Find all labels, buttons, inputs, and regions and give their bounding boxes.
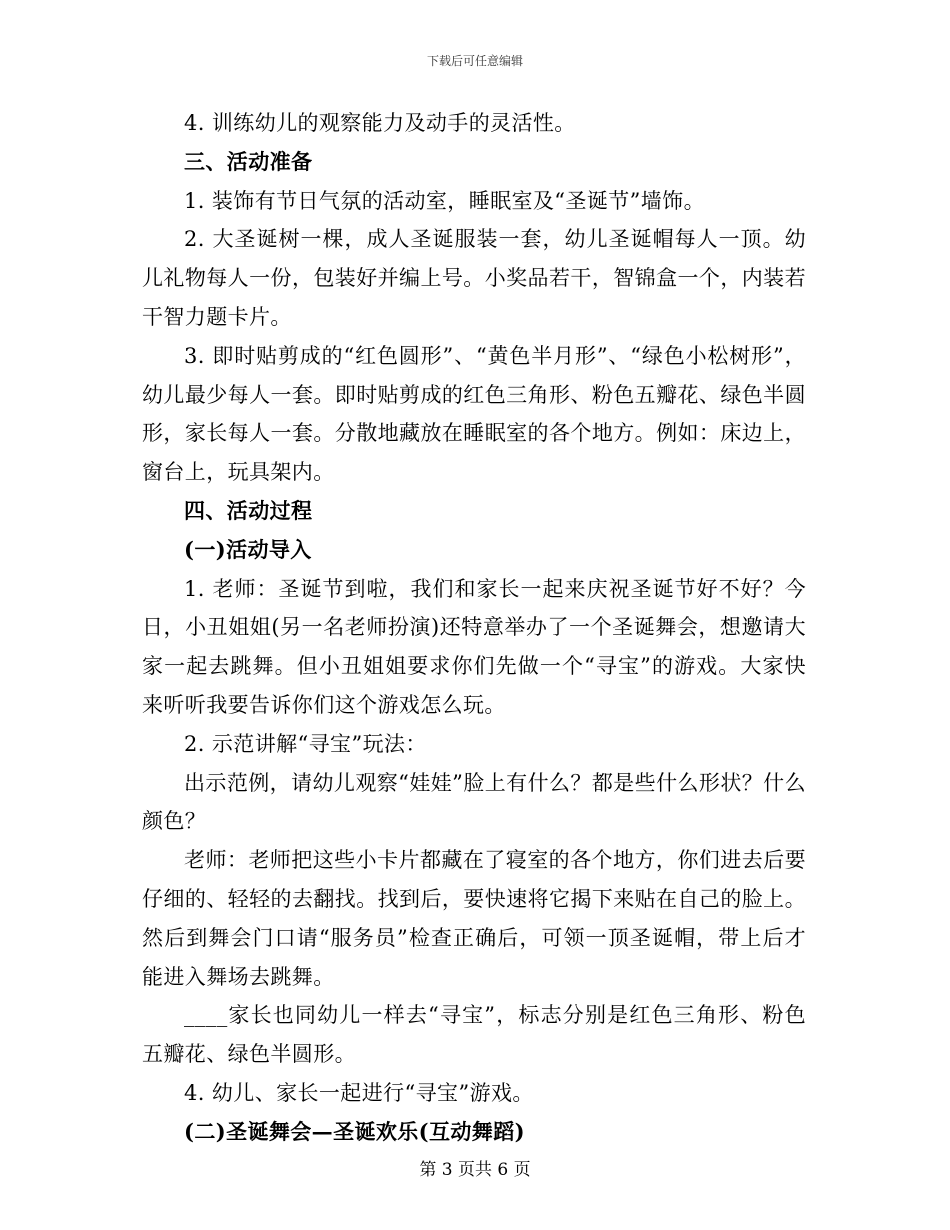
paragraph-example: 出示范例，请幼儿观察“娃娃”脸上有什么？都是些什么形状？什么颜色？ [142, 770, 806, 834]
paragraph-prep-1: 1. 装饰有节日气氛的活动室，睡眠室及“圣诞节”墙饰。 [184, 188, 705, 213]
paragraph-prep-2: 2. 大圣诞树一棵，成人圣诞服装一套，幼儿圣诞帽每人一顶。幼儿礼物每人一份，包装好并编上号。小奖品若干，智锦盒一个，内装若干智力题卡片。 [142, 227, 806, 329]
heading-process: 四、活动过程 [184, 497, 313, 523]
document-body [142, 104, 806, 1152]
paragraph-teacher: 老师：老师把这些小卡片都藏在了寝室的各个地方，你们进去后要仔细的、轻轻的去翻找。找到后，要快速将它揭下来贴在自己的脸上。然后到舞会门口请“服务员”检查正确后，可领一顶圣诞帽，带上后才能进入舞场去跳舞。 [142, 848, 806, 989]
subheading-intro: (一)活动导入 [184, 536, 312, 562]
page-header: 下载后可任意编辑 [426, 54, 523, 68]
page-footer: 第 3 页共 6 页 [419, 1160, 531, 1180]
paragraph-parents: ____家长也同幼儿一样去“寻宝”，标志分别是红色三角形、粉色五瓣花、绿色半圆形。 [142, 1003, 806, 1067]
paragraph-goal-4: 4. 训练幼儿的观察能力及动手的灵活性。 [184, 111, 576, 135]
paragraph-intro-2: 2. 示范讲解“寻宝”玩法： [184, 731, 427, 756]
paragraph-intro-4: 4. 幼儿、家长一起进行“寻宝”游戏。 [184, 1080, 534, 1105]
heading-preparation: 三、活动准备 [184, 148, 313, 174]
subheading-dance: (二)圣诞舞会—圣诞欢乐(互动舞蹈) [184, 1118, 525, 1144]
paragraph-intro-1: 1. 老师：圣诞节到啦，我们和家长一起来庆祝圣诞节好不好？今日，小丑姐姐(另一名老师扮演)还特意举办了一个圣诞舞会，想邀请大家一起去跳舞。但小丑姐姐要求你们先做一个“寻宝”的游戏。大家快来听听我要告诉你们这个游戏怎么玩。 [142, 576, 806, 717]
paragraph-prep-3: 3. 即时贴剪成的“红色圆形”、“黄色半月形”、“绿色小松树形”，幼儿最少每人一套。即时贴剪成的红色三角形、粉色五瓣花、绿色半圆形，家长每人一套。分散地藏放在睡眠室的各个地方。例如：床边上，窗台上，玩具架内。 [142, 343, 806, 485]
